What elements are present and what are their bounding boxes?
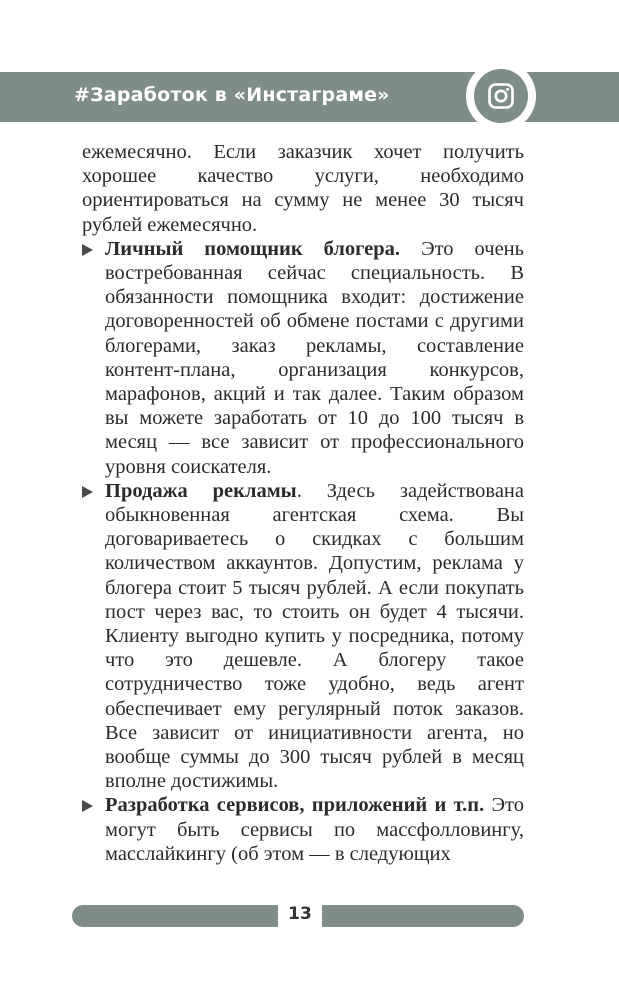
chapter-title: #Заработок в «Инстаграме»: [74, 84, 390, 106]
bullet-arrow-icon: [82, 800, 93, 812]
bullet-arrow-icon: [82, 244, 93, 256]
bullet-arrow-icon: [82, 486, 93, 498]
body-text: [82, 140, 524, 866]
intro-paragraph: ежемесячно. Если заказчик хочет получить хорошее качество услуги, необходимо ориентироваться на сумму не менее 30 тысяч рублей ежемесячно.: [82, 141, 524, 236]
list-item: [82, 479, 524, 794]
instagram-icon: [488, 83, 514, 109]
list-item: [82, 793, 524, 866]
item-text: Это могут быть сервисы по массфолловингу, масслайкингу (об этом — в следующих: [105, 794, 524, 865]
item-text: Это очень востребованная сейчас специальность. В обязанности помощника входит: достижение договоренностей об обмене постами с другими блогерами, заказ рекламы, составление контент-плана, организация конкурсов, марафонов, акций и так далее. Таким образом вы можете заработать от 10 до 100 тысяч в месяц — все зависит от профессионального уровня соискателя.: [105, 237, 524, 478]
item-text: . Здесь задействована обыкновенная агентская схема. Вы договариваетесь о скидках с большим количеством аккаунтов. Допустим, реклама у блогера стоит 5 тысяч рублей. А если покупать пост через вас, то стоить он будет 4 тысячи. Клиенту выгодно купить у посредника, потому что это дешевле. А блогеру такое сотрудничество тоже удобно, ведь агент обеспечивает ему регулярный поток заказов. Все зависит от инициативности агента, но вообще суммы до 300 тысяч рублей в месяц вполне достижимы.: [105, 479, 524, 793]
item-title: Продажа рекламы: [105, 479, 297, 502]
item-title: Личный помощник блогера.: [105, 237, 401, 260]
list-item: [82, 237, 524, 479]
page-number: 13: [288, 904, 312, 924]
item-title: Разработка сервисов, приложений и т.п.: [105, 794, 485, 817]
